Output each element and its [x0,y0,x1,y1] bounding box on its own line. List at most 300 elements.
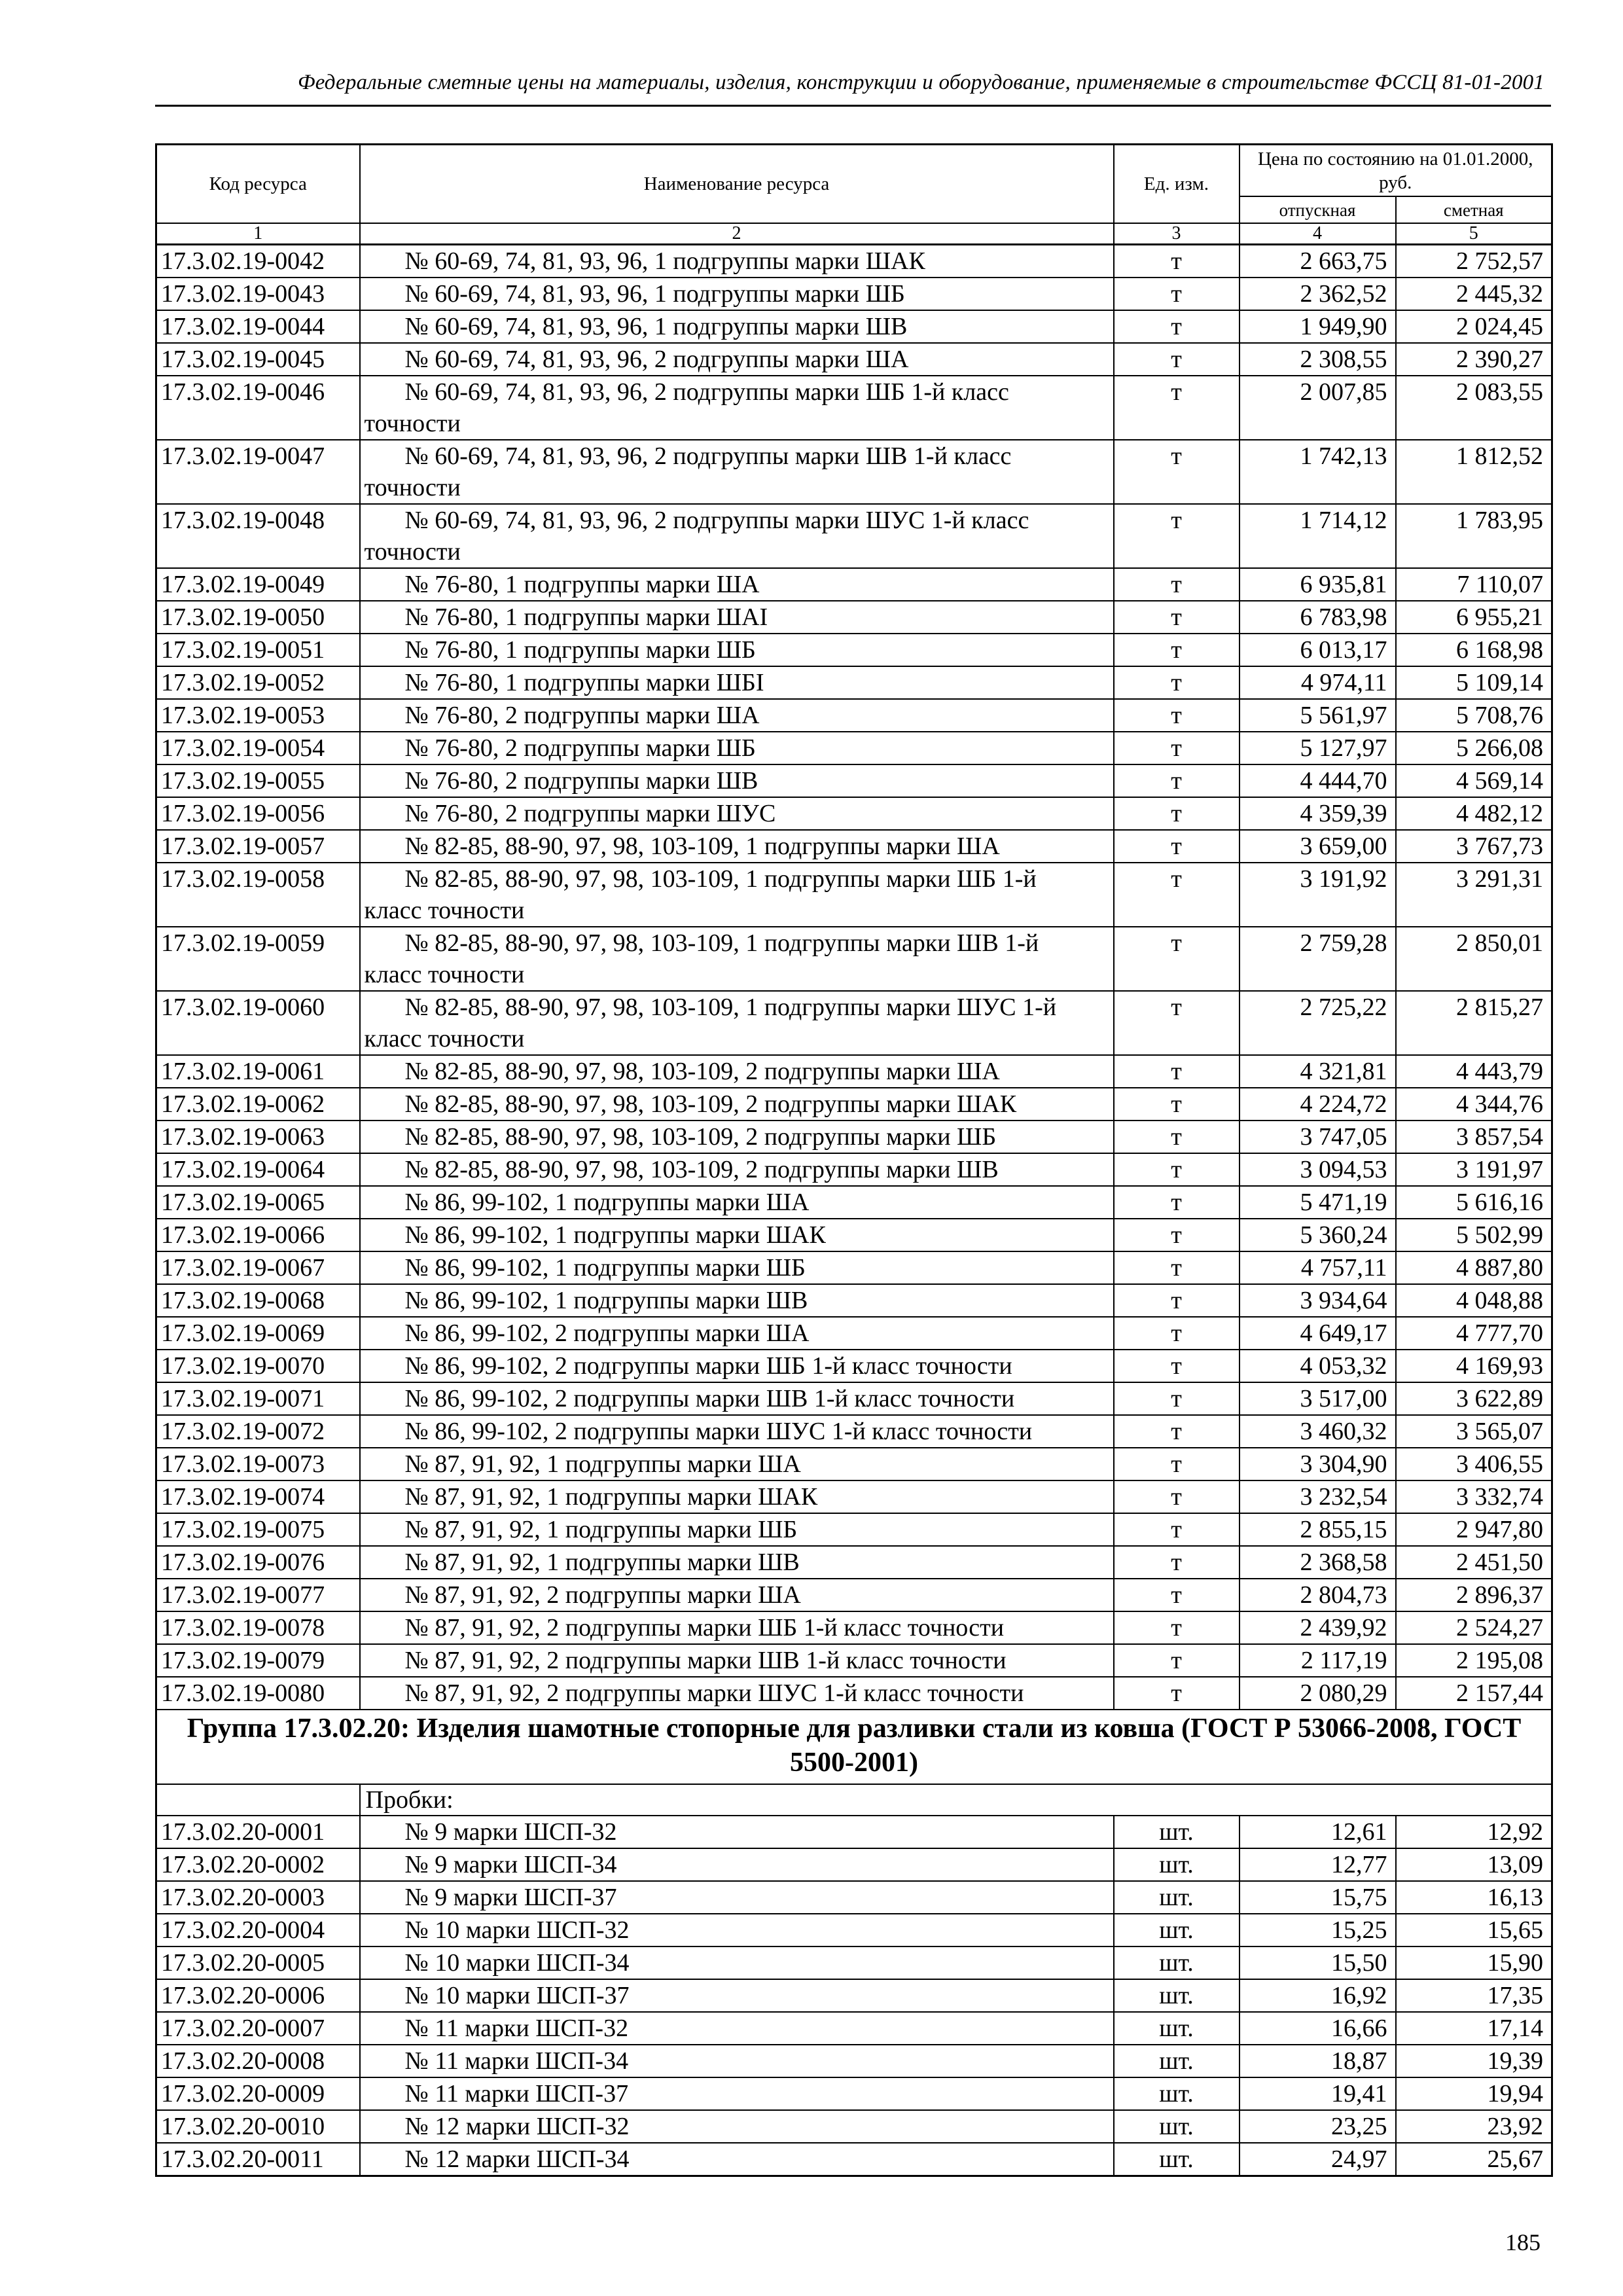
release-price: 2 663,75 [1240,245,1396,278]
resource-code: 17.3.02.19-0067 [156,1251,360,1284]
table-row [156,1579,1552,1611]
table-row [156,991,1552,1055]
header-release-price: отпускная [1240,196,1396,223]
resource-name: № 87, 91, 92, 2 подгруппы марки ША [360,1579,1114,1611]
table-row [156,1914,1552,1946]
estimate-price: 3 767,73 [1396,830,1552,863]
table-row [156,601,1552,634]
resource-name: № 76-80, 2 подгруппы марки ШУС [360,797,1114,830]
release-price: 6 013,17 [1240,634,1396,666]
release-price: 4 321,81 [1240,1055,1396,1088]
resource-code: 17.3.02.19-0074 [156,1480,360,1513]
unit: т [1114,1350,1240,1382]
estimate-price: 6 168,98 [1396,634,1552,666]
resource-name: № 60-69, 74, 81, 93, 96, 1 подгруппы марки ШАК [360,245,1114,278]
estimate-price: 2 445,32 [1396,278,1552,310]
table-row [156,2077,1552,2110]
resource-code: 17.3.02.19-0080 [156,1677,360,1710]
estimate-price: 5 616,16 [1396,1186,1552,1219]
resource-name: № 9 марки ШСП-32 [360,1816,1114,1848]
unit: т [1114,504,1240,568]
resource-name: № 60-69, 74, 81, 93, 96, 2 подгруппы марки ШВ 1-й класс точности [360,440,1114,504]
release-price: 6 935,81 [1240,568,1396,601]
resource-code: 17.3.02.19-0064 [156,1153,360,1186]
unit: т [1114,1121,1240,1153]
release-price: 19,41 [1240,2077,1396,2110]
header-estimate-price: сметная [1396,196,1552,223]
table-row [156,1317,1552,1350]
resource-name: № 87, 91, 92, 2 подгруппы марки ШВ 1-й класс точности [360,1644,1114,1677]
unit: т [1114,343,1240,376]
resource-name: № 87, 91, 92, 1 подгруппы марки ШВ [360,1546,1114,1579]
table-row [156,1644,1552,1677]
estimate-price: 2 390,27 [1396,343,1552,376]
unit: т [1114,568,1240,601]
resource-name: № 82-85, 88-90, 97, 98, 103-109, 2 подгруппы марки ША [360,1055,1114,1088]
price-table [155,143,1553,2177]
release-price: 3 659,00 [1240,830,1396,863]
unit: т [1114,310,1240,343]
group-heading: Группа 17.3.02.20: Изделия шамотные стопорные для разливки стали из ковша (ГОСТ Р 53066-2008, ГОСТ 5500-2001) [156,1710,1552,1784]
release-price: 4 757,11 [1240,1251,1396,1284]
resource-code: 17.3.02.19-0061 [156,1055,360,1088]
unit: т [1114,666,1240,699]
resource-name: № 87, 91, 92, 2 подгруппы марки ШБ 1-й класс точности [360,1611,1114,1644]
release-price: 2 362,52 [1240,278,1396,310]
estimate-price: 2 850,01 [1396,927,1552,991]
unit: шт. [1114,2077,1240,2110]
resource-name: № 86, 99-102, 1 подгруппы марки ШАК [360,1219,1114,1251]
resource-code: 17.3.02.20-0002 [156,1848,360,1881]
resource-name: № 87, 91, 92, 1 подгруппы марки ШБ [360,1513,1114,1546]
estimate-price: 12,92 [1396,1816,1552,1848]
resource-code: 17.3.02.19-0062 [156,1088,360,1121]
resource-name: № 86, 99-102, 1 подгруппы марки ШВ [360,1284,1114,1317]
release-price: 1 949,90 [1240,310,1396,343]
unit: шт. [1114,1914,1240,1946]
resource-code: 17.3.02.19-0068 [156,1284,360,1317]
release-price: 2 804,73 [1240,1579,1396,1611]
estimate-price: 2 815,27 [1396,991,1552,1055]
table-row [156,830,1552,863]
resource-name: № 60-69, 74, 81, 93, 96, 1 подгруппы марки ШВ [360,310,1114,343]
estimate-price: 25,67 [1396,2143,1552,2176]
release-price: 4 053,32 [1240,1350,1396,1382]
estimate-price: 2 451,50 [1396,1546,1552,1579]
table-row [156,1848,1552,1881]
table-row [156,1677,1552,1710]
unit: шт. [1114,1881,1240,1914]
release-price: 1 742,13 [1240,440,1396,504]
resource-name: № 76-80, 2 подгруппы марки ША [360,699,1114,732]
table-row [156,2110,1552,2143]
release-price: 5 561,97 [1240,699,1396,732]
release-price: 2 117,19 [1240,1644,1396,1677]
resource-code: 17.3.02.19-0049 [156,568,360,601]
release-price: 4 359,39 [1240,797,1396,830]
release-price: 5 360,24 [1240,1219,1396,1251]
resource-code: 17.3.02.20-0007 [156,2012,360,2045]
column-number: 5 [1396,223,1552,245]
table-row [156,278,1552,310]
estimate-price: 4 887,80 [1396,1251,1552,1284]
resource-code: 17.3.02.20-0001 [156,1816,360,1848]
unit: т [1114,1546,1240,1579]
resource-name: № 87, 91, 92, 2 подгруппы марки ШУС 1-й класс точности [360,1677,1114,1710]
release-price: 3 304,90 [1240,1448,1396,1480]
resource-name: № 60-69, 74, 81, 93, 96, 2 подгруппы марки ШБ 1-й класс точности [360,376,1114,440]
unit: т [1114,1579,1240,1611]
release-price: 2 759,28 [1240,927,1396,991]
release-price: 1 714,12 [1240,504,1396,568]
resource-code: 17.3.02.19-0043 [156,278,360,310]
table-row [156,797,1552,830]
resource-code: 17.3.02.19-0076 [156,1546,360,1579]
resource-code: 17.3.02.19-0053 [156,699,360,732]
table-row [156,1284,1552,1317]
table-row [156,1186,1552,1219]
estimate-price: 3 332,74 [1396,1480,1552,1513]
table-row [156,927,1552,991]
unit: т [1114,1251,1240,1284]
resource-name: № 11 марки ШСП-32 [360,2012,1114,2045]
resource-name: № 86, 99-102, 2 подгруппы марки ШВ 1-й класс точности [360,1382,1114,1415]
column-number: 3 [1114,223,1240,245]
unit: т [1114,1186,1240,1219]
resource-code: 17.3.02.19-0042 [156,245,360,278]
resource-name: № 60-69, 74, 81, 93, 96, 1 подгруппы марки ШБ [360,278,1114,310]
resource-name: № 76-80, 2 подгруппы марки ШВ [360,764,1114,797]
release-price: 12,61 [1240,1816,1396,1848]
unit: т [1114,601,1240,634]
resource-code: 17.3.02.19-0073 [156,1448,360,1480]
estimate-price: 4 344,76 [1396,1088,1552,1121]
unit: т [1114,1153,1240,1186]
group-20-rows [156,1816,1552,2176]
estimate-price: 4 443,79 [1396,1055,1552,1088]
unit: т [1114,1480,1240,1513]
resource-name: № 82-85, 88-90, 97, 98, 103-109, 1 подгруппы марки ШУС 1-й класс точности [360,991,1114,1055]
unit: шт. [1114,2110,1240,2143]
resource-name: № 76-80, 1 подгруппы марки ШБI [360,666,1114,699]
estimate-price: 3 622,89 [1396,1382,1552,1415]
estimate-price: 4 482,12 [1396,797,1552,830]
release-price: 3 934,64 [1240,1284,1396,1317]
resource-code: 17.3.02.19-0063 [156,1121,360,1153]
release-price: 3 191,92 [1240,863,1396,927]
estimate-price: 2 195,08 [1396,1644,1552,1677]
unit: шт. [1114,2143,1240,2176]
table-row [156,1480,1552,1513]
estimate-price: 5 266,08 [1396,732,1552,764]
release-price: 16,92 [1240,1979,1396,2012]
release-price: 12,77 [1240,1848,1396,1881]
release-price: 5 127,97 [1240,732,1396,764]
table-row [156,504,1552,568]
table-row [156,245,1552,278]
estimate-price: 4 048,88 [1396,1284,1552,1317]
table-row [156,376,1552,440]
table-row [156,1816,1552,1848]
resource-name: № 10 марки ШСП-37 [360,1979,1114,2012]
release-price: 2 855,15 [1240,1513,1396,1546]
release-price: 4 974,11 [1240,666,1396,699]
unit: т [1114,863,1240,927]
unit: т [1114,1055,1240,1088]
unit: т [1114,699,1240,732]
table-row [156,1611,1552,1644]
unit: т [1114,634,1240,666]
header-rule [155,105,1551,107]
unit: шт. [1114,1979,1240,2012]
resource-code: 17.3.02.19-0050 [156,601,360,634]
resource-code: 17.3.02.20-0011 [156,2143,360,2176]
estimate-price: 19,39 [1396,2045,1552,2077]
resource-code: 17.3.02.19-0058 [156,863,360,927]
resource-code: 17.3.02.19-0054 [156,732,360,764]
resource-code: 17.3.02.19-0052 [156,666,360,699]
release-price: 3 232,54 [1240,1480,1396,1513]
release-price: 2 308,55 [1240,343,1396,376]
estimate-price: 3 291,31 [1396,863,1552,927]
estimate-price: 1 783,95 [1396,504,1552,568]
resource-code: 17.3.02.19-0077 [156,1579,360,1611]
estimate-price: 2 024,45 [1396,310,1552,343]
resource-code: 17.3.02.19-0075 [156,1513,360,1546]
header-unit: Ед. изм. [1114,145,1240,224]
resource-code: 17.3.02.19-0047 [156,440,360,504]
estimate-price: 3 406,55 [1396,1448,1552,1480]
page-number: 185 [1505,2229,1541,2255]
unit: шт. [1114,2045,1240,2077]
unit: т [1114,278,1240,310]
table-row [156,440,1552,504]
release-price: 2 725,22 [1240,991,1396,1055]
release-price: 2 007,85 [1240,376,1396,440]
table-row [156,1055,1552,1088]
estimate-price: 19,94 [1396,2077,1552,2110]
estimate-price: 2 752,57 [1396,245,1552,278]
estimate-price: 4 569,14 [1396,764,1552,797]
table-row [156,634,1552,666]
unit: т [1114,1284,1240,1317]
release-price: 15,75 [1240,1881,1396,1914]
table-row [156,343,1552,376]
resource-name: № 82-85, 88-90, 97, 98, 103-109, 2 подгруппы марки ШБ [360,1121,1114,1153]
resource-code: 17.3.02.19-0057 [156,830,360,863]
release-price: 15,50 [1240,1946,1396,1979]
resource-name: № 86, 99-102, 1 подгруппы марки ША [360,1186,1114,1219]
table-row [156,1219,1552,1251]
unit: т [1114,797,1240,830]
resource-name: № 60-69, 74, 81, 93, 96, 2 подгруппы марки ША [360,343,1114,376]
resource-code: 17.3.02.20-0010 [156,2110,360,2143]
estimate-price: 2 524,27 [1396,1611,1552,1644]
table-row [156,732,1552,764]
resource-name: № 86, 99-102, 2 подгруппы марки ШУС 1-й класс точности [360,1415,1114,1448]
header-price: Цена по состоянию на 01.01.2000, руб. [1240,145,1552,197]
table-row [156,1088,1552,1121]
release-price: 6 783,98 [1240,601,1396,634]
estimate-price: 3 565,07 [1396,1415,1552,1448]
resource-name: № 10 марки ШСП-34 [360,1946,1114,1979]
table-row [156,666,1552,699]
estimate-price: 2 947,80 [1396,1513,1552,1546]
release-price: 16,66 [1240,2012,1396,2045]
release-price: 4 224,72 [1240,1088,1396,1121]
resource-name: № 87, 91, 92, 1 подгруппы марки ШАК [360,1480,1114,1513]
resource-code: 17.3.02.19-0056 [156,797,360,830]
estimate-price: 17,14 [1396,2012,1552,2045]
table-row [156,2143,1552,2176]
resource-name: № 60-69, 74, 81, 93, 96, 2 подгруппы марки ШУС 1-й класс точности [360,504,1114,568]
table-row [156,1251,1552,1284]
header-code: Код ресурса [156,145,360,224]
unit: т [1114,830,1240,863]
resource-code: 17.3.02.19-0060 [156,991,360,1055]
resource-name: № 82-85, 88-90, 97, 98, 103-109, 1 подгруппы марки ШВ 1-й класс точности [360,927,1114,991]
unit: т [1114,1677,1240,1710]
table-row [156,1546,1552,1579]
release-price: 2 439,92 [1240,1611,1396,1644]
table-row [156,863,1552,927]
estimate-price: 6 955,21 [1396,601,1552,634]
unit: шт. [1114,1816,1240,1848]
release-price: 23,25 [1240,2110,1396,2143]
table-row [156,1415,1552,1448]
resource-name: № 9 марки ШСП-37 [360,1881,1114,1914]
release-price: 3 460,32 [1240,1415,1396,1448]
estimate-price: 16,13 [1396,1881,1552,1914]
table-row [156,764,1552,797]
resource-code: 17.3.02.20-0009 [156,2077,360,2110]
resource-name: № 76-80, 1 подгруппы марки ШБ [360,634,1114,666]
unit: т [1114,1448,1240,1480]
table-row [156,1121,1552,1153]
resource-code: 17.3.02.19-0072 [156,1415,360,1448]
release-price: 18,87 [1240,2045,1396,2077]
unit: шт. [1114,1848,1240,1881]
resource-code: 17.3.02.19-0066 [156,1219,360,1251]
resource-code: 17.3.02.19-0078 [156,1611,360,1644]
resource-code: 17.3.02.20-0003 [156,1881,360,1914]
estimate-price: 2 157,44 [1396,1677,1552,1710]
release-price: 3 517,00 [1240,1382,1396,1415]
unit: т [1114,376,1240,440]
unit: т [1114,1513,1240,1546]
resource-name: № 10 марки ШСП-32 [360,1914,1114,1946]
release-price: 2 368,58 [1240,1546,1396,1579]
resource-code: 17.3.02.19-0055 [156,764,360,797]
unit: т [1114,927,1240,991]
table-row [156,1979,1552,2012]
group-19-rows [156,245,1552,1710]
table-row [156,1382,1552,1415]
estimate-price: 4 169,93 [1396,1350,1552,1382]
release-price: 4 649,17 [1240,1317,1396,1350]
unit: т [1114,440,1240,504]
unit: т [1114,1644,1240,1677]
resource-code: 17.3.02.19-0048 [156,504,360,568]
resource-code: 17.3.02.19-0045 [156,343,360,376]
release-price: 5 471,19 [1240,1186,1396,1219]
estimate-price: 5 502,99 [1396,1219,1552,1251]
resource-code: 17.3.02.19-0051 [156,634,360,666]
table-row [156,1350,1552,1382]
table-row [156,699,1552,732]
resource-code: 17.3.02.19-0070 [156,1350,360,1382]
release-price: 24,97 [1240,2143,1396,2176]
estimate-price: 2 896,37 [1396,1579,1552,1611]
resource-code: 17.3.02.19-0071 [156,1382,360,1415]
unit: т [1114,245,1240,278]
resource-code: 17.3.02.20-0004 [156,1914,360,1946]
resource-name: № 82-85, 88-90, 97, 98, 103-109, 1 подгруппы марки ША [360,830,1114,863]
resource-name: № 82-85, 88-90, 97, 98, 103-109, 2 подгруппы марки ШВ [360,1153,1114,1186]
resource-code: 17.3.02.19-0044 [156,310,360,343]
estimate-price: 4 777,70 [1396,1317,1552,1350]
estimate-price: 3 857,54 [1396,1121,1552,1153]
release-price: 3 094,53 [1240,1153,1396,1186]
estimate-price: 17,35 [1396,1979,1552,2012]
table-row [156,2045,1552,2077]
release-price: 3 747,05 [1240,1121,1396,1153]
table-row [156,310,1552,343]
estimate-price: 2 083,55 [1396,376,1552,440]
resource-name: № 76-80, 2 подгруппы марки ШБ [360,732,1114,764]
resource-name: № 82-85, 88-90, 97, 98, 103-109, 2 подгруппы марки ШАК [360,1088,1114,1121]
resource-code: 17.3.02.19-0065 [156,1186,360,1219]
resource-name: № 82-85, 88-90, 97, 98, 103-109, 1 подгруппы марки ШБ 1-й класс точности [360,863,1114,927]
estimate-price: 13,09 [1396,1848,1552,1881]
unit: т [1114,1611,1240,1644]
estimate-price: 5 109,14 [1396,666,1552,699]
resource-code: 17.3.02.20-0008 [156,2045,360,2077]
estimate-price: 3 191,97 [1396,1153,1552,1186]
estimate-price: 5 708,76 [1396,699,1552,732]
resource-name: № 11 марки ШСП-37 [360,2077,1114,2110]
resource-name: № 86, 99-102, 1 подгруппы марки ШБ [360,1251,1114,1284]
unit: т [1114,764,1240,797]
resource-name: № 11 марки ШСП-34 [360,2045,1114,2077]
unit: шт. [1114,2012,1240,2045]
resource-code: 17.3.02.20-0006 [156,1979,360,2012]
table-row [156,1946,1552,1979]
resource-code: 17.3.02.19-0069 [156,1317,360,1350]
table-row [156,2012,1552,2045]
table-row [156,568,1552,601]
resource-code: 17.3.02.19-0079 [156,1644,360,1677]
resource-name: № 86, 99-102, 2 подгруппы марки ША [360,1317,1114,1350]
resource-name: № 87, 91, 92, 1 подгруппы марки ША [360,1448,1114,1480]
resource-name: № 9 марки ШСП-34 [360,1848,1114,1881]
resource-name: № 76-80, 1 подгруппы марки ШАI [360,601,1114,634]
release-price: 4 444,70 [1240,764,1396,797]
unit: шт. [1114,1946,1240,1979]
estimate-price: 23,92 [1396,2110,1552,2143]
unit: т [1114,1382,1240,1415]
column-number: 1 [156,223,360,245]
column-number: 4 [1240,223,1396,245]
column-number: 2 [360,223,1114,245]
resource-name: № 12 марки ШСП-32 [360,2110,1114,2143]
unit: т [1114,1088,1240,1121]
table-row [156,1448,1552,1480]
estimate-price: 1 812,52 [1396,440,1552,504]
table-row [156,1513,1552,1546]
resource-code: 17.3.02.19-0059 [156,927,360,991]
estimate-price: 15,90 [1396,1946,1552,1979]
